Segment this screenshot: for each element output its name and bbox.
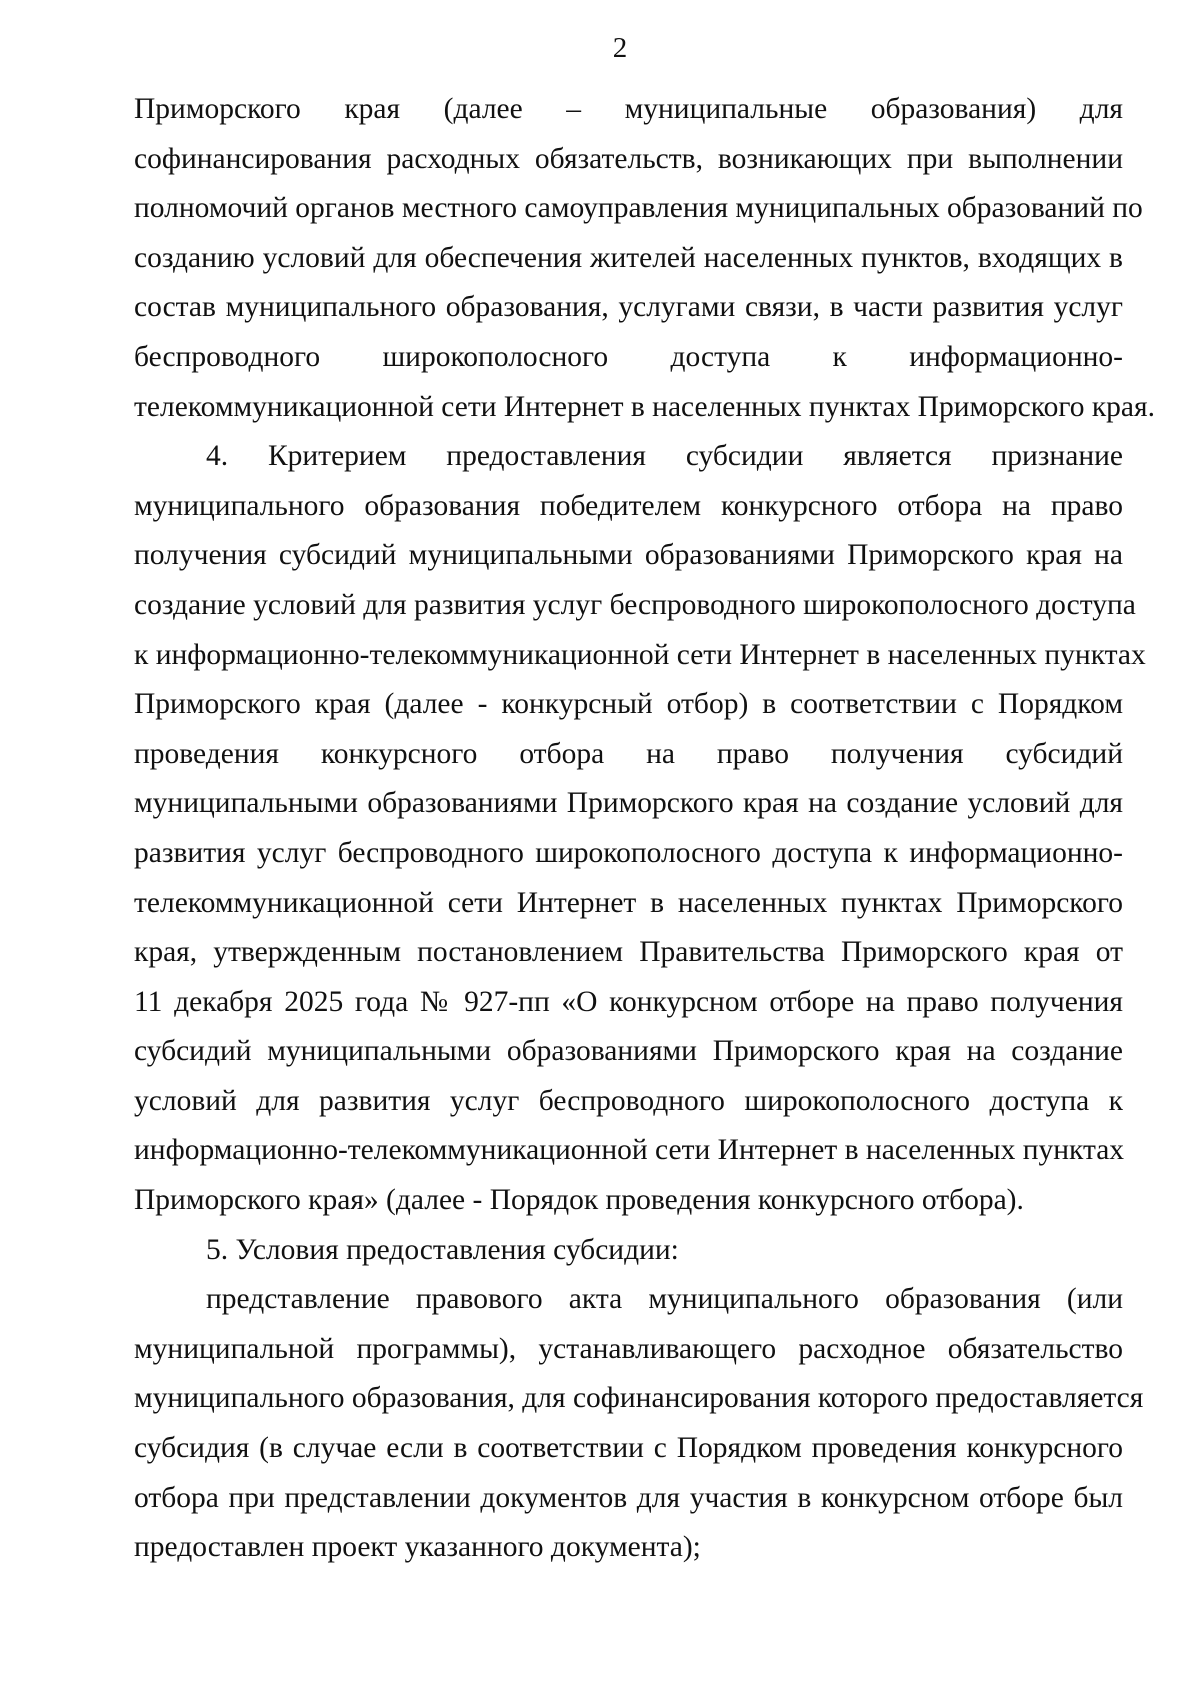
text-line: отбора при представлении документов для участия в конкурсном отборе был xyxy=(134,1481,1123,1514)
text-line: условий для развития услуг беспроводного широкополосного доступа к xyxy=(134,1084,1123,1117)
text-line: проведения конкурсного отбора на право получения субсидий xyxy=(134,737,1123,770)
text-line: телекоммуникационной сети Интернет в населенных пунктах Приморского xyxy=(134,886,1123,919)
text-line: развития услуг беспроводного широкополосного доступа к информационно- xyxy=(134,836,1123,869)
paragraph-continuation xyxy=(134,85,1155,432)
text-line: Приморского края» (далее - Порядок проведения конкурсного отбора). xyxy=(134,1184,1024,1217)
paragraph-condition xyxy=(134,1275,1144,1573)
document-body xyxy=(134,85,1155,1573)
text-line: представление правового акта муниципального образования (или xyxy=(206,1283,1123,1316)
text-line: муниципального образования победителем конкурсного отбора на право xyxy=(134,489,1123,522)
paragraph-item-5 xyxy=(134,1226,1123,1276)
text-line: Приморского края (далее – муниципальные образования) для xyxy=(134,93,1123,125)
text-line: 5. Условия предоставления субсидии: xyxy=(206,1233,679,1266)
text-line: к информационно-телекоммуникационной сети Интернет в населенных пунктах xyxy=(134,638,1146,671)
text-line: субсидий муниципальными образованиями Приморского края на создание xyxy=(134,1035,1123,1068)
text-line: 4. Критерием предоставления субсидии является признание xyxy=(206,440,1123,473)
page-number: 2 xyxy=(612,32,628,64)
text-line: муниципальной программы), устанавливающего расходное обязательство xyxy=(134,1332,1123,1365)
text-line: беспроводного широкополосного доступа к информационно- xyxy=(134,340,1123,373)
text-line: муниципальными образованиями Приморского края на создание условий для xyxy=(134,787,1123,820)
text-line: состав муниципального образования, услугами связи, в части развития услуг xyxy=(134,291,1123,324)
text-line: информационно-телекоммуникационной сети Интернет в населенных пунктах xyxy=(134,1134,1125,1167)
text-line: муниципального образования, для софинансирования которого предоставляется xyxy=(134,1382,1144,1415)
text-line: созданию условий для обеспечения жителей населенных пунктов, входящих в xyxy=(134,241,1123,274)
text-line: создание условий для развития услуг беспроводного широкополосного доступа xyxy=(134,588,1136,621)
text-line: 11 декабря 2025 года № 927-пп «О конкурсном отборе на право получения xyxy=(134,985,1123,1018)
text-line: телекоммуникационной сети Интернет в населенных пунктах Приморского края. xyxy=(134,390,1155,423)
text-line: полномочий органов местного самоуправления муниципальных образований по xyxy=(134,192,1143,225)
text-line: субсидия (в случае если в соответствии с Порядком проведения конкурсного xyxy=(134,1432,1123,1465)
text-line: края, утвержденным постановлением Правительства Приморского края от xyxy=(134,936,1123,969)
text-line: софинансирования расходных обязательств, возникающих при выполнении xyxy=(134,142,1123,175)
paragraph-item-4 xyxy=(134,432,1146,1226)
text-line: получения субсидий муниципальными образованиями Приморского края на xyxy=(134,539,1123,572)
text-line: предоставлен проект указанного документа); xyxy=(134,1531,701,1564)
text-line: Приморского края (далее - конкурсный отбор) в соответствии с Порядком xyxy=(134,688,1123,721)
